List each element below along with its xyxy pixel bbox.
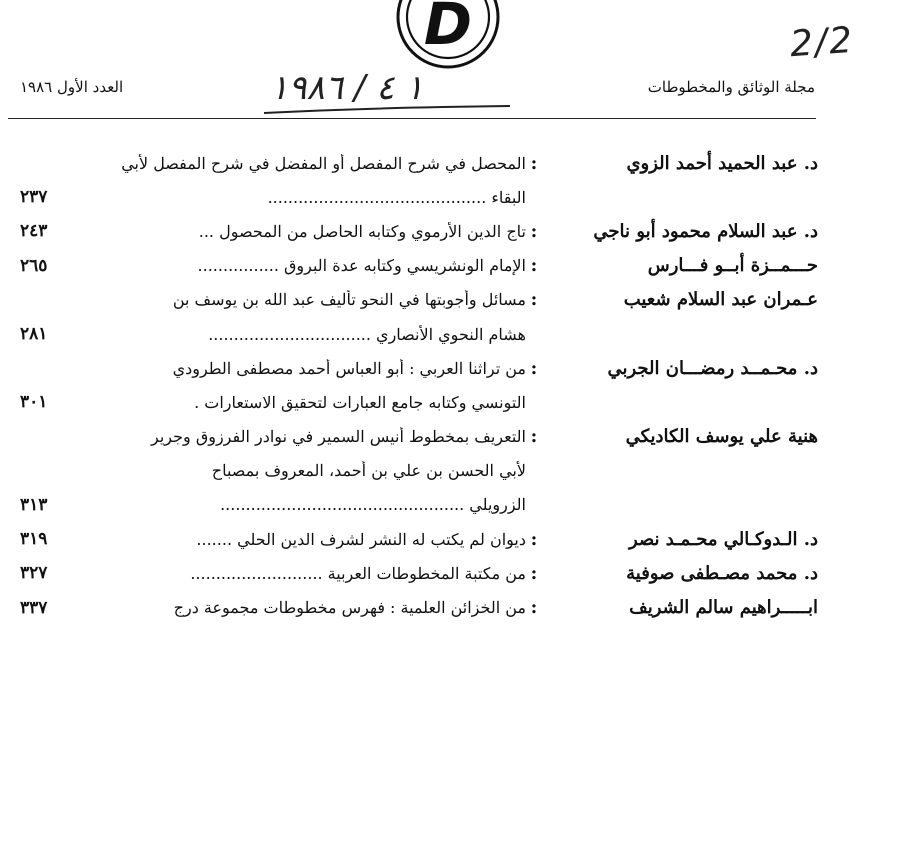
handwritten-corner-note: 2/2 [788,19,856,66]
toc-separator: : [530,426,538,448]
toc-separator: : [530,152,538,174]
toc-line [20,146,818,180]
toc-separator: : [530,220,538,242]
toc-title-line: هشام النحوي الأنصاري ................................ [208,324,526,344]
circular-stamp [393,0,503,72]
toc-entry [20,590,818,624]
toc-author: ابـــــراهيم سالم الشريف [629,597,818,619]
toc-line [20,249,818,283]
toc-author: د. عبد السلام محمود أبو ناجي [593,220,818,242]
toc-page-number: ٣١٩ [20,529,48,550]
header-divider [8,118,816,119]
toc-line [20,454,818,488]
toc-separator: : [530,597,538,619]
toc-line [20,180,818,214]
toc-entry [20,556,818,590]
toc-entry [20,146,818,214]
toc-line [20,522,818,556]
toc-line [20,283,818,317]
toc-title-line: البقاء ........................................... [267,187,526,207]
toc-entry [20,420,818,523]
toc-title-line: الزرويلي ................................................ [220,495,526,515]
toc-author: د. محـمــد رمضـــان الجربي [607,357,818,379]
toc-title-line: تاج الدين الأرموي وكتابه الحاصل من المحصول ... [198,221,526,241]
issue-label: العدد الأول ١٩٨٦ [20,78,124,96]
toc-line [20,420,818,454]
toc-line [20,590,818,624]
toc-entry [20,283,818,351]
toc-author: عـمران عبد السلام شعيب [623,289,818,311]
toc-title-line: ديوان لم يكتب له النشر لشرف الدين الحلي ....... [196,529,526,549]
toc-author: د. الـدوكـالي محـمـد نصر [628,528,818,550]
handwritten-underline [262,103,512,117]
toc-author: هنية علي يوسف الكاديكي [625,426,818,448]
toc-title-line: لأبي الحسن بن علي بن أحمد، المعروف بمصباح [211,461,526,481]
toc-author: حـــمــزة أبــو فـــارس [647,255,818,277]
toc-page-number: ٣٣٧ [20,597,48,618]
toc-separator: : [530,528,538,550]
toc-entry [20,522,818,556]
toc-page-number: ٢٤٣ [20,221,48,242]
toc-separator: : [530,562,538,584]
toc-line [20,385,818,419]
toc-title-line: مسائل وأجوبتها في النحو تأليف عبد الله بن يوسف بن [172,290,526,310]
toc-separator: : [530,289,538,311]
toc-title-line: من تراثنا العربي : أبو العباس أحمد مصطفى الطرودي [172,358,526,378]
toc-entry [20,351,818,419]
toc-title-line: الإمام الونشريسي وكتابه عدة البروق ................ [197,256,526,276]
toc-separator: : [530,255,538,277]
handwritten-number: ١ ٤ / ١٩٨٦ [270,68,424,108]
toc-separator: : [530,357,538,379]
toc-line [20,317,818,351]
toc-line [20,488,818,522]
toc-title-line: من الخزائن العلمية : فهرس مخطوطات مجموعة درج [173,598,526,618]
toc-title-line: المحصل في شرح المفصل أو المفضل في شرح المفصل لأبي [121,153,526,173]
toc-entry [20,214,818,248]
toc-page-number: ٢٦٥ [20,255,48,276]
toc-author: د. عبد الحميد أحمد الزوي [626,152,818,174]
toc-page-number: ٣٠١ [20,392,48,413]
journal-name: مجلة الوثائق والمخطوطات [647,78,815,96]
toc-line [20,351,818,385]
toc-page-number: ٣١٣ [20,494,48,515]
toc-line [20,214,818,248]
toc-author: د. محمد مصـطفى صوفية [626,562,818,584]
toc-title-line: من مكتبة المخطوطات العربية .......................... [190,563,526,583]
toc-title-line: التعريف بمخطوط أنيس السمير في نوادر الفرزوق وجرير [151,427,526,447]
stamp-letter: D [423,0,473,58]
table-of-contents [20,146,818,625]
toc-entry [20,249,818,283]
toc-page-number: ٢٣٧ [20,187,48,208]
toc-page-number: ٣٢٧ [20,563,48,584]
toc-page-number: ٢٨١ [20,324,48,345]
toc-line [20,556,818,590]
toc-title-line: التونسي وكتابه جامع العبارات لتحقيق الاستعارات . [194,392,526,412]
